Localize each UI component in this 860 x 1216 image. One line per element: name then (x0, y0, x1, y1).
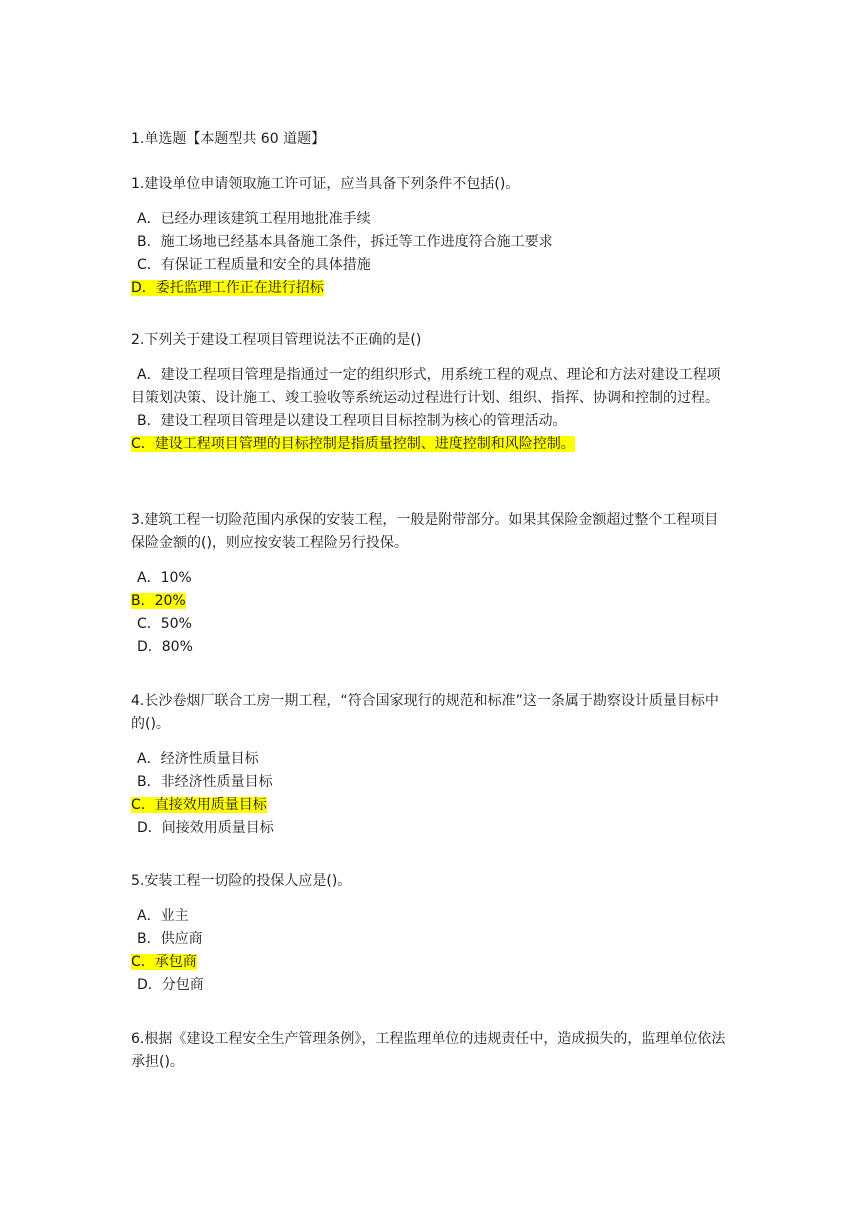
question-4 (131, 690, 731, 840)
option-c-answer: C．直接效用质量目标 (131, 797, 267, 813)
question-stem: 2.下列关于建设工程项目管理说法不正确的是() (131, 332, 422, 348)
option-b: B．建设工程项目管理是以建设工程项目目标控制为核心的管理活动。 (137, 413, 567, 429)
option-b-answer: B．20% (131, 593, 186, 609)
option-a: A．10% (137, 570, 192, 586)
question-stem: 4.长沙卷烟厂联合工房一期工程，“符合国家现行的规范和标准”这一条属于勘察设计质量目标中的()。 (131, 693, 719, 732)
option-d: D．间接效用质量目标 (137, 820, 274, 836)
option-b: B．施工场地已经基本具备施工条件，拆迁等工作进度符合施工要求 (137, 234, 553, 250)
option-c-answer: C．承包商 (131, 954, 197, 970)
question-1 (131, 173, 731, 300)
question-5 (131, 870, 731, 997)
question-stem: 6.根据《建设工程安全生产管理条例》，工程监理单位的违规责任中，造成损失的，监理单位依法承担()。 (131, 1031, 726, 1070)
section-heading: 1.单选题【本题型共 60 道题】 (131, 131, 326, 147)
option-c-answer: C．建设工程项目管理的目标控制是指质量控制、进度控制和风险控制。 (131, 436, 575, 452)
option-d: D．分包商 (137, 977, 204, 993)
option-b: B．供应商 (137, 931, 203, 947)
question-6 (131, 1028, 731, 1086)
option-d-answer: D．委托监理工作正在进行招标 (131, 280, 324, 296)
question-stem: 5.安装工程一切险的投保人应是()。 (131, 873, 352, 889)
question-3 (131, 509, 731, 659)
option-c: C．50% (137, 616, 192, 632)
question-stem: 1.建设单位申请领取施工许可证，应当具备下列条件不包括()。 (131, 176, 520, 192)
option-a: A．已经办理该建筑工程用地批准手续 (137, 211, 371, 227)
option-c: C．有保证工程质量和安全的具体措施 (137, 257, 371, 273)
question-2 (131, 329, 731, 456)
option-a: A．建设工程项目管理是指通过一定的组织形式，用系统工程的观点、理论和方法对建设工程项目策划决策、设计施工、竣工验收等系统运动过程进行计划、组织、指挥、协调和控制的过程。 (131, 367, 721, 406)
option-a: A．业主 (137, 908, 189, 924)
option-d: D．80% (137, 639, 193, 655)
question-stem: 3.建筑工程一切险范围内承保的安装工程，一般是附带部分。如果其保险金额超过整个工程项目保险金额的()，则应按安装工程险另行投保。 (131, 512, 719, 551)
option-b: B．非经济性质量目标 (137, 774, 273, 790)
option-a: A．经济性质量目标 (137, 751, 259, 767)
